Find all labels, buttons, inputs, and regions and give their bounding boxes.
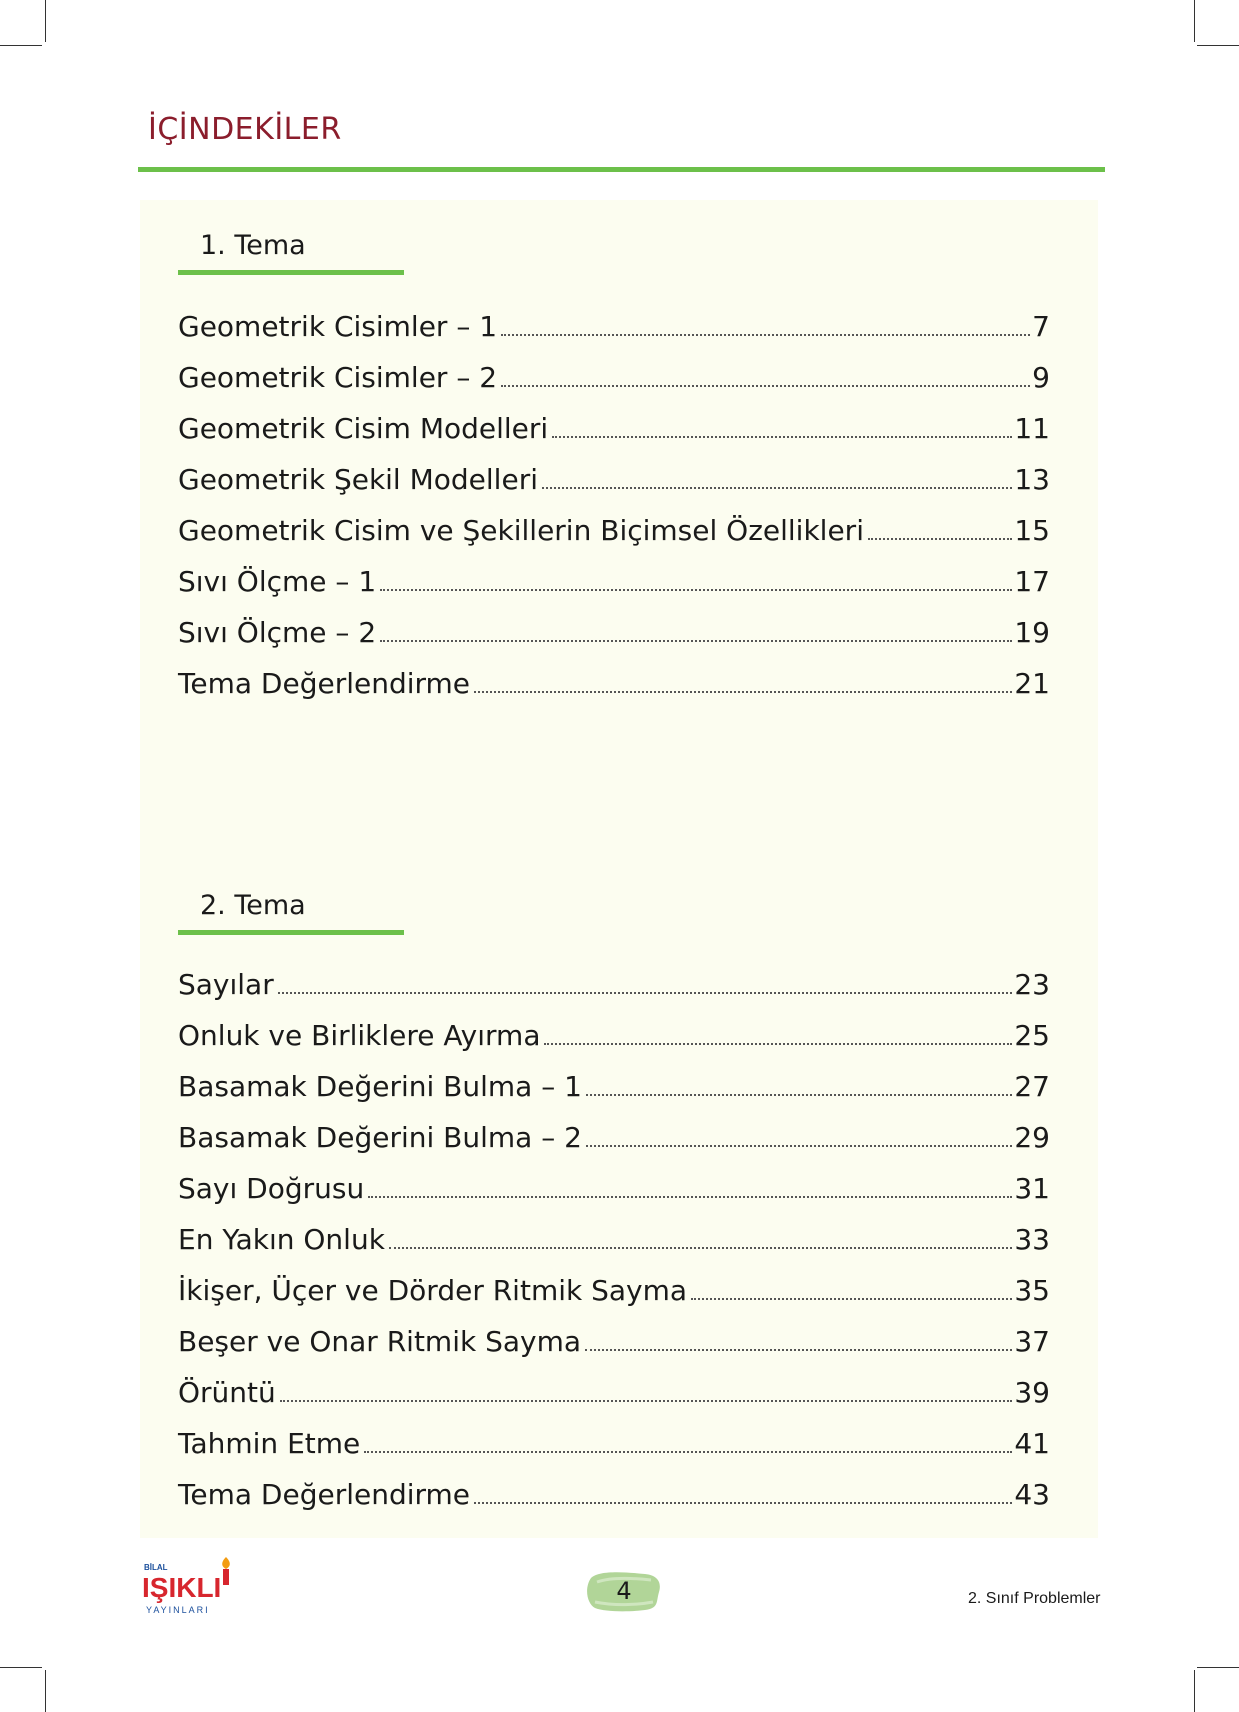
section-underline — [178, 270, 404, 275]
toc-entry-page-number: 13 — [1014, 463, 1050, 496]
toc-entry-page-number: 25 — [1014, 1019, 1050, 1052]
toc-dot-leader — [364, 1451, 1012, 1453]
toc-entry — [178, 443, 1050, 494]
toc-dot-leader — [501, 334, 1030, 336]
toc-entry-page-number: 29 — [1014, 1121, 1050, 1154]
toc-entry-label: Geometrik Cisimler – 1 — [178, 310, 498, 343]
crop-mark — [1197, 45, 1239, 46]
toc-dot-leader — [585, 1349, 1012, 1351]
toc-entry-page-number: 19 — [1014, 616, 1050, 649]
crop-mark — [0, 1667, 42, 1668]
toc-dot-leader — [380, 589, 1012, 591]
toc-dot-leader — [868, 538, 1012, 540]
toc-dot-leader — [586, 1094, 1012, 1096]
toc-entry-page-number: 9 — [1032, 361, 1050, 394]
toc-entry-label: Geometrik Cisim Modelleri — [178, 412, 549, 445]
toc-dot-leader — [544, 1043, 1012, 1045]
toc-entry-label: Onluk ve Birliklere Ayırma — [178, 1019, 541, 1052]
toc-entry-label: Geometrik Cisimler – 2 — [178, 361, 498, 394]
torch-icon — [222, 1557, 230, 1585]
crop-mark — [45, 1670, 46, 1712]
toc-entry-label: Geometrik Şekil Modelleri — [178, 463, 538, 496]
toc-entry-page-number: 27 — [1014, 1070, 1050, 1103]
toc-dot-leader — [380, 640, 1012, 642]
toc-entry-page-number: 39 — [1014, 1376, 1050, 1409]
toc-entry — [178, 392, 1050, 443]
toc-entry-label: Sıvı Ölçme – 2 — [178, 616, 377, 649]
section-underline — [178, 930, 404, 935]
toc-entry-label: Örüntü — [178, 1376, 276, 1409]
toc-entry — [178, 341, 1050, 392]
book-title: 2. Sınıf Problemler — [968, 1590, 1101, 1607]
toc-dot-leader — [280, 1400, 1013, 1402]
toc-entry-page-number: 23 — [1014, 968, 1050, 1001]
toc-entry-label: Sayılar — [178, 968, 274, 1001]
crop-mark — [1197, 1667, 1239, 1668]
logo-sub-text: YAYINLARI — [146, 1605, 210, 1615]
publisher-logo — [140, 1555, 240, 1617]
toc-entry-label: Beşer ve Onar Ritmik Sayma — [178, 1325, 582, 1358]
page-number: 4 — [616, 1577, 632, 1605]
toc-entry — [178, 1203, 1050, 1254]
toc-entry — [178, 1305, 1050, 1356]
toc-entry — [178, 999, 1050, 1050]
crop-mark — [1194, 0, 1195, 42]
toc-entry-page-number: 31 — [1014, 1172, 1050, 1205]
toc-entry-page-number: 43 — [1014, 1478, 1050, 1511]
toc-entry-label: En Yakın Onluk — [178, 1223, 385, 1256]
toc-dot-leader — [474, 691, 1012, 693]
toc-entry-label: Basamak Değerini Bulma – 2 — [178, 1121, 582, 1154]
toc-entry — [178, 948, 1050, 999]
toc-entry-page-number: 7 — [1032, 310, 1050, 343]
toc-entry-label: Basamak Değerini Bulma – 1 — [178, 1070, 582, 1103]
toc-list-tema-2 — [178, 948, 1050, 1509]
logo-small-text: BİLAL — [144, 1563, 168, 1572]
toc-entry — [178, 545, 1050, 596]
toc-entry — [178, 1050, 1050, 1101]
toc-entry-page-number: 11 — [1014, 412, 1050, 445]
title-underline — [138, 167, 1105, 172]
crop-mark — [45, 0, 46, 42]
toc-entry — [178, 1356, 1050, 1407]
toc-dot-leader — [389, 1247, 1012, 1249]
toc-entry-label: Sıvı Ölçme – 1 — [178, 565, 377, 598]
toc-entry-page-number: 37 — [1014, 1325, 1050, 1358]
toc-dot-leader — [691, 1298, 1012, 1300]
toc-dot-leader — [278, 992, 1013, 994]
toc-entry — [178, 1458, 1050, 1509]
toc-dot-leader — [501, 385, 1030, 387]
toc-list-tema-1 — [178, 290, 1050, 698]
section-heading-tema-1: 1. Tema — [200, 230, 306, 261]
toc-entry-page-number: 41 — [1014, 1427, 1050, 1460]
toc-dot-leader — [368, 1196, 1012, 1198]
toc-entry — [178, 1152, 1050, 1203]
toc-entry-label: Sayı Doğrusu — [178, 1172, 365, 1205]
toc-entry-page-number: 33 — [1014, 1223, 1050, 1256]
toc-entry — [178, 494, 1050, 545]
toc-entry-page-number: 35 — [1014, 1274, 1050, 1307]
toc-entry — [178, 1254, 1050, 1305]
toc-entry — [178, 596, 1050, 647]
toc-entry-label: Tema Değerlendirme — [178, 667, 471, 700]
toc-dot-leader — [552, 436, 1012, 438]
toc-entry — [178, 290, 1050, 341]
toc-entry-label: Tahmin Etme — [178, 1427, 361, 1460]
toc-entry — [178, 647, 1050, 698]
toc-entry-label: İkişer, Üçer ve Dörder Ritmik Sayma — [178, 1274, 688, 1307]
toc-dot-leader — [586, 1145, 1012, 1147]
section-heading-tema-2: 2. Tema — [200, 890, 306, 921]
toc-dot-leader — [542, 487, 1012, 489]
toc-entry-page-number: 21 — [1014, 667, 1050, 700]
toc-entry-page-number: 15 — [1014, 514, 1050, 547]
crop-mark — [0, 45, 42, 46]
crop-mark — [1194, 1670, 1195, 1712]
logo-main-text: IŞIKLI — [142, 1572, 222, 1603]
toc-dot-leader — [474, 1502, 1012, 1504]
toc-entry-page-number: 17 — [1014, 565, 1050, 598]
toc-entry — [178, 1101, 1050, 1152]
page-title: İÇİNDEKİLER — [148, 112, 342, 147]
toc-entry-label: Geometrik Cisim ve Şekillerin Biçimsel Özellikleri — [178, 514, 864, 547]
toc-entry — [178, 1407, 1050, 1458]
toc-entry-label: Tema Değerlendirme — [178, 1478, 471, 1511]
